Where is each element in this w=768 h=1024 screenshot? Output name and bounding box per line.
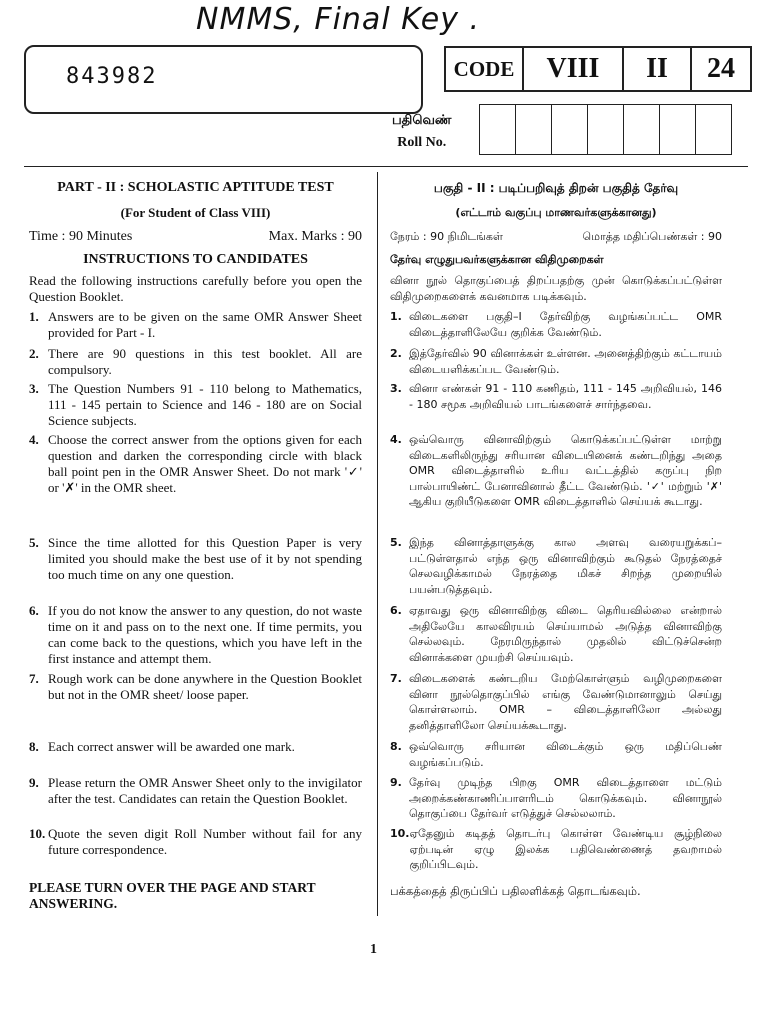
right-item-9 [390, 775, 722, 822]
right-item-2 [390, 346, 722, 377]
item-text: இத்தேர்வில் 90 வினாக்கள் உள்ளன. அனைத்திற்கும் கட்டாயம் விடையளிக்கப்பட வேண்டும். [409, 347, 722, 376]
booklet-number: 843982 [66, 64, 158, 89]
left-instructions-heading: INSTRUCTIONS TO CANDIDATES [83, 252, 308, 267]
right-item-3 [390, 381, 722, 412]
roll-label-english: Roll No. [397, 135, 447, 150]
item-number: 6. [390, 604, 402, 617]
item-text: If you do not know the answer to any question, do not waste time on it and pass on to the next one. If time permits, you can come back to the questions, which you have left in the first instance and attempt them. [48, 603, 362, 666]
left-time: Time : 90 Minutes [29, 229, 133, 244]
right-item-8 [390, 739, 722, 770]
item-number: 4. [390, 433, 402, 446]
item-text: ஒவ்வொரு சரியான விடைக்கும் ஒரு மதிப்பெண் வழங்கப்படும். [409, 740, 722, 769]
item-text: தேர்வு முடிந்த பிறகு OMR விடைத்தாளை மட்டும் அறைக்கண்காணிப்பாளரிடம் கொடுக்கவும். வினாநூல் தொகுப்பை தேர்வர் எடுத்துச் செல்லலாம். [409, 776, 722, 820]
left-item-4 [29, 432, 362, 496]
item-text: விடைகளை பகுதி–I தேர்விற்கு வழங்கப்பட்ட OMR விடைத்தாளிலேயே குறிக்க வேண்டும். [409, 310, 722, 339]
roll-cell [552, 105, 588, 155]
item-number: 5. [390, 536, 402, 549]
right-instructions-heading: தேர்வு எழுதுபவர்களுக்கான விதிமுறைகள் [390, 253, 604, 266]
left-item-7 [29, 671, 362, 703]
roll-cell [480, 105, 516, 155]
item-number: 8. [390, 740, 402, 753]
left-time-row [29, 229, 362, 245]
left-intro: Read the following instructions carefully before you open the Question Booklet. [29, 273, 362, 304]
left-item-8 [29, 739, 362, 755]
left-item-9 [29, 775, 362, 807]
item-number: 4. [29, 432, 39, 447]
item-text: Each correct answer will be awarded one mark. [48, 739, 295, 754]
item-text: ஏதேனும் கடிதத் தொடர்பு கொள்ள வேண்டிய சூழ்நிலை ஏற்படின் ஏழு இலக்க பதிவெண்ணைத் தவறாமல் குறிப்பிடவும். [409, 827, 722, 871]
right-intro: வினா நூல் தொகுப்பைத் திறப்பதற்கு முன் கொடுக்கப்பட்டுள்ள விதிமுறைகளைக் கவனமாக படிக்கவும். [390, 274, 722, 303]
item-text: ஒவ்வொரு வினாவிற்கும் கொடுக்கப்பட்டுள்ள மாற்று விடைகளிலிருந்து சரியான விடையினைக் கண்டறிந்து அதை OMR விடைத்தாளில் உரிய வட்டத்தில் கருப்பு நிற பால்பாயிண்ட் பேனாவினால் தீட்ட வேண்டும். '✓' மற்றும் '✗' ஆகிய குறியீடுகளை OMR விடைத்தாளில் செய்யக் கூடாது. [409, 433, 722, 508]
item-number: 7. [390, 672, 402, 685]
left-item-3 [29, 381, 362, 429]
item-text: Choose the correct answer from the options given for each question and darken the corresponding circle with black ball point pen in the OMR Answer Sheet. Do not mark '✓' or '✗' in the OMR sheet. [48, 432, 362, 495]
right-marks: மொத்த மதிப்பெண்கள் : 90 [582, 230, 722, 243]
left-item-10 [29, 826, 362, 858]
right-subtitle: (எட்டாம் வகுப்பு மாணவர்களுக்கானது) [455, 206, 657, 219]
item-text: Rough work can be done anywhere in the Question Booklet but not in the OMR sheet/ loose paper. [48, 671, 362, 702]
item-number: 9. [29, 775, 39, 790]
item-number: 6. [29, 603, 39, 618]
item-text: வினா எண்கள் 91 - 110 கணிதம், 111 - 145 அறிவியல், 146 - 180 சமூக அறிவியல் பாடங்களைச் சார்ந்தவை. [409, 382, 722, 411]
roll-cell [696, 105, 732, 155]
right-time: நேரம் : 90 நிமிடங்கள் [390, 230, 503, 243]
left-item-6 [29, 603, 362, 667]
right-time-row [390, 229, 722, 245]
code-table [444, 46, 752, 92]
item-number: 3. [29, 381, 39, 396]
item-text: Please return the OMR Answer Sheet only to the invigilator after the test. Candidates can retain the Question Booklet. [48, 775, 362, 806]
item-text: விடைகளைக் கண்டறிய மேற்கொள்ளும் வழிமுறைகளை வினா நூல்தொகுப்பில் எங்கு வேண்டுமானாலும் செய்து கொள்ளலாம். OMR – விடைத்தாளிலோ அல்லது தனித்தாளிலோ செய்யக்கூடாது. [409, 672, 722, 732]
code-label: CODE [445, 47, 523, 91]
left-marks: Max. Marks : 90 [268, 229, 362, 244]
left-item-2 [29, 346, 362, 378]
item-number: 9. [390, 776, 402, 789]
roll-label [392, 110, 451, 154]
item-number: 7. [29, 671, 39, 686]
item-number: 2. [390, 347, 402, 360]
item-number: 2. [29, 346, 39, 361]
left-title: PART - II : SCHOLASTIC APTITUDE TEST [57, 180, 334, 195]
right-footer: பக்கத்தைத் திருப்பிப் பதிலளிக்கத் தொடங்கவும். [390, 884, 641, 898]
item-text: Since the time allotted for this Question Paper is very limited you should make the best use of it by not spending too much time on any one question. [48, 535, 362, 582]
column-divider [377, 172, 378, 916]
item-number: 1. [29, 309, 39, 324]
right-item-5 [390, 535, 722, 597]
item-number: 3. [390, 382, 402, 395]
roll-number-grid [479, 104, 732, 155]
code-number: 24 [691, 47, 751, 91]
right-item-7 [390, 671, 722, 733]
roll-cell [660, 105, 696, 155]
page-number: 1 [370, 942, 377, 957]
item-text: The Question Numbers 91 - 110 belong to Mathematics, 111 - 145 pertain to Science and 146 - 180 are on Social Science subjects. [48, 381, 362, 428]
item-text: Quote the seven digit Roll Number without fail for any future correspondence. [48, 826, 362, 857]
item-text: There are 90 questions in this test booklet. All are compulsory. [48, 346, 362, 377]
item-text: Answers are to be given on the same OMR Answer Sheet provided for Part - I. [48, 309, 362, 340]
left-subtitle: (For Student of Class VIII) [120, 205, 271, 220]
code-part: II [623, 47, 691, 91]
right-item-6 [390, 603, 722, 665]
item-number: 8. [29, 739, 39, 754]
right-item-4 [390, 432, 722, 510]
item-text: ஏதாவது ஒரு வினாவிற்கு விடை தெரியவில்லை என்றால் அதிலேயே காலவிரயம் செய்யாமல் அடுத்த வினாவிற்கு செல்லவும். நேரமிருந்தால் முதலில் விட்டுச்சென்ற வினாக்களை முயற்சி செய்யவும். [409, 604, 722, 664]
roll-cell [588, 105, 624, 155]
code-class: VIII [523, 47, 623, 91]
handwritten-note: NMMS, Final Key . [196, 2, 481, 37]
left-item-5 [29, 535, 362, 583]
item-number: 10. [29, 826, 46, 841]
roll-cell [516, 105, 552, 155]
roll-label-tamil: பதிவெண் [392, 113, 452, 128]
item-number: 10. [390, 827, 410, 840]
header-divider [24, 166, 748, 167]
right-item-10 [390, 826, 722, 873]
item-text: இந்த வினாத்தாளுக்கு கால அளவு வரையறுக்கப்–பட்டுள்ளதால் எந்த ஒரு வினாவிற்கும் கூடுதல் நேரத்தைச் செலவழிக்காமல் நேரத்தை மிகச் சிறந்த முறையில் பயன்படுத்தவும். [409, 536, 722, 596]
right-item-1 [390, 309, 722, 340]
right-title: பகுதி - II : படிப்பறிவுத் திறன் பகுதித் தேர்வு [433, 181, 679, 195]
roll-cell [624, 105, 660, 155]
item-number: 5. [29, 535, 39, 550]
left-item-1 [29, 309, 362, 341]
item-number: 1. [390, 310, 402, 323]
left-footer: PLEASE TURN OVER THE PAGE AND START ANSWERING. [29, 880, 316, 911]
